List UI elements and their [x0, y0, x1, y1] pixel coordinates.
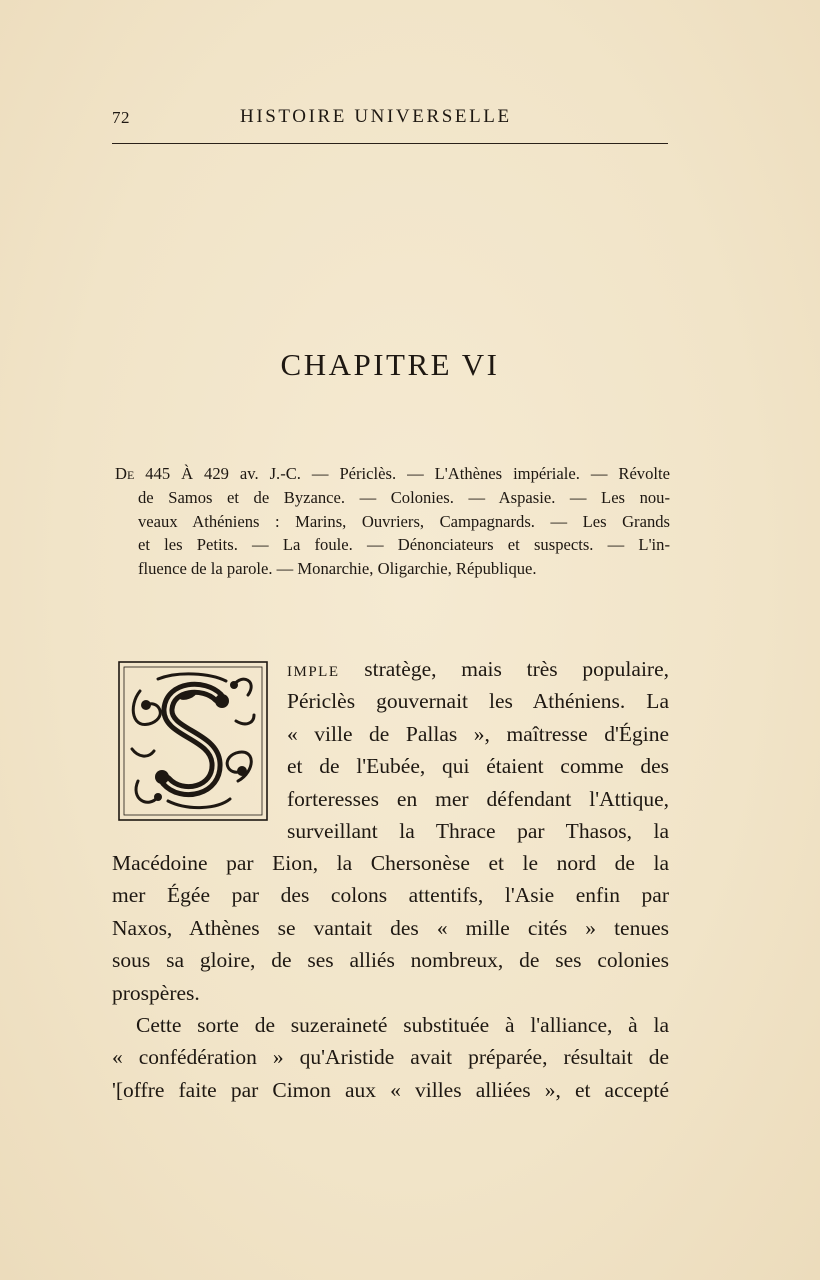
text-line: sous sa gloire, de ses alliés nombreux, de ses colonies — [112, 948, 669, 973]
text-line: Naxos, Athènes se vantait des « mille cités » tenues — [112, 915, 669, 940]
text-line: « ville de Pallas », maîtresse d'Égine — [287, 721, 669, 746]
summary-lead: De — [115, 464, 135, 483]
paragraph-1-continued — [112, 847, 669, 1009]
text-line: Périclès gouvernait les Athéniens. La — [287, 689, 669, 714]
summary-line: De 445 À 429 av. J.-C. — Périclès. — L'Athènes impériale. — Révolte — [115, 464, 670, 483]
text-line: surveillant la Thrace par Thasos, la — [287, 819, 669, 844]
summary-line: et les Petits. — La foule. — Dénonciateurs et suspects. — L'in- — [138, 535, 670, 555]
paragraph-2 — [112, 1009, 669, 1106]
summary-line: veaux Athéniens : Marins, Ouvriers, Campagnards. — Les Grands — [138, 511, 670, 531]
text-line: prospères. — [112, 980, 200, 1005]
paragraph-1-beside-dropcap — [287, 653, 669, 847]
text-line: Cette sorte de suzeraineté substituée à l'alliance, à la — [136, 1013, 669, 1037]
chapter-title: CHAPITRE VI — [280, 347, 500, 382]
text-line: « confédération » qu'Aristide avait préparée, résultait de — [112, 1045, 669, 1070]
page-number: 72 — [112, 108, 130, 127]
text-line: et de l'Eubée, qui étaient comme des — [287, 754, 669, 779]
text-line: forteresses en mer défendant l'Attique, — [287, 786, 669, 811]
text-line: '[offre faite par Cimon aux « villes alliées », et accepté — [112, 1077, 669, 1102]
running-title: HISTOIRE UNIVERSELLE — [240, 106, 512, 127]
lead-smallcaps: imple — [287, 657, 340, 681]
text-line: imple stratège, mais très populaire, — [287, 657, 669, 681]
running-head — [112, 104, 668, 134]
header-rule — [112, 143, 668, 144]
text-line: mer Égée par des colons attentifs, l'Asie enfin par — [112, 883, 669, 908]
chapter-summary — [115, 462, 670, 581]
summary-line: de Samos et de Byzance. — Colonies. — Aspasie. — Les nou- — [138, 487, 670, 507]
text-line: Macédoine par Eion, la Chersonèse et le nord de la — [112, 851, 669, 875]
ornamental-drop-cap — [118, 661, 268, 821]
summary-line: fluence de la parole. — Monarchie, Oligarchie, République. — [138, 559, 537, 579]
